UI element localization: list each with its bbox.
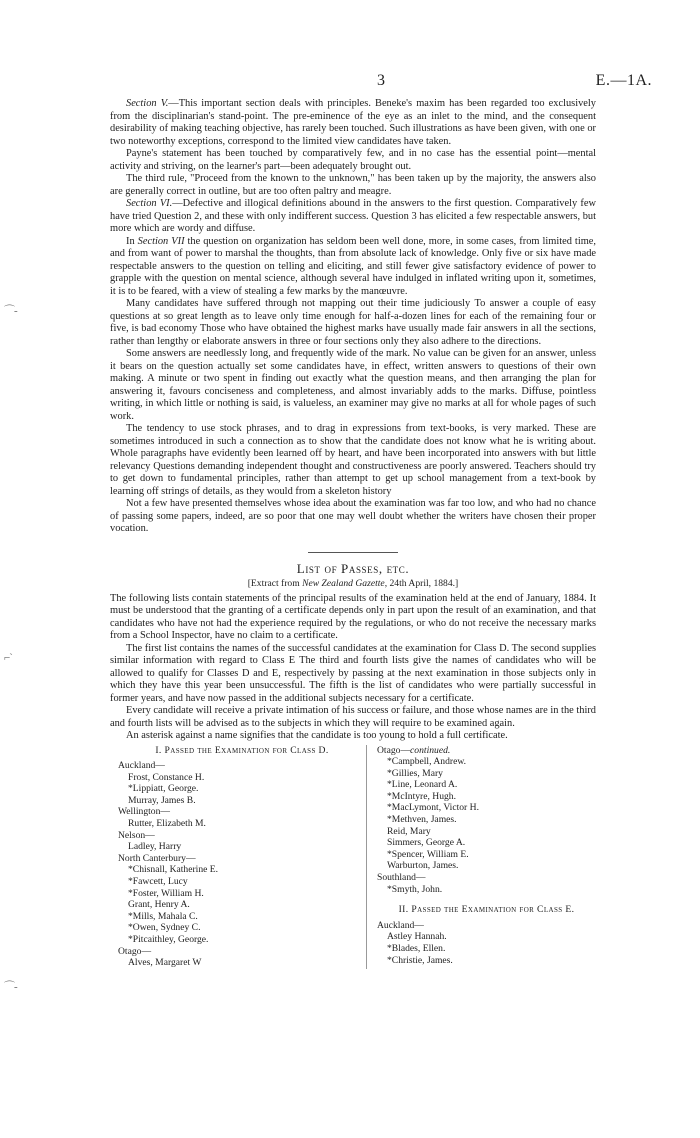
pass-list-columns bbox=[110, 745, 596, 969]
region-heading: North Canterbury— bbox=[118, 852, 196, 864]
class-d-list bbox=[118, 760, 366, 969]
margin-mark: ⌒- bbox=[4, 981, 17, 993]
section-lead: Section VII bbox=[137, 235, 185, 247]
class-e-heading: II. Passed the Examination for Class E. bbox=[398, 904, 575, 916]
list-item: Reid, Mary bbox=[387, 825, 431, 837]
region-heading: Nelson— bbox=[118, 829, 155, 841]
otago-continued-list bbox=[377, 756, 596, 872]
paragraph: The first list contains the names of the successful candidates at the examination for Class D. The second supplies similar information with regard to Class E The third and fourth lists give the names of candidates who will be allowed to qualify for Classes D and E, respectively by passing at the next examination in those subjects only in which they have this year been unsuccessful. The fifth is the list of candidates who were partially successful in former years, and have now passed in the additional subjects necessary for a certificate. bbox=[110, 642, 596, 704]
region-heading: Auckland— bbox=[377, 919, 424, 931]
page-number: 3 bbox=[377, 72, 385, 89]
list-item: *Lippiatt, George. bbox=[128, 783, 199, 795]
paragraph: The third rule, "Proceed from the known to the unknown," has been taken up by the majority, the answers also are generally correct in outline, but are too often paltry and meagre. bbox=[110, 173, 596, 197]
list-item: Rutter, Elizabeth M. bbox=[128, 818, 206, 830]
list-item: Simmers, George A. bbox=[387, 837, 466, 849]
margin-mark: ⌐` bbox=[4, 652, 12, 664]
paragraph: Some answers are needlessly long, and frequently wide of the mark. No value can be given for an answer, unless it bears on the question actually set some candidates have, in effect, written answers to questions of their own making. A minute or two spent in finding out exactly what the question means, and then arranging the plan for answering it, favours conciseness and completeness, and almost invariably adds to the marks. Diffuse, pointless writing, in which little or nothing is said, is valueless, an examiner may give no marks at all for whole pages of such work. bbox=[110, 348, 596, 422]
class-e-list bbox=[377, 920, 596, 966]
list-item: *Owen, Sydney C. bbox=[128, 922, 201, 934]
page-header bbox=[110, 72, 652, 92]
region-heading: Southland— bbox=[377, 872, 426, 884]
list-item: *Chisnall, Katherine E. bbox=[128, 864, 219, 876]
list-item: Frost, Constance H. bbox=[128, 771, 205, 783]
paragraph: Section VI.—Defective and illogical definitions abound in the answers to the first question. Comparatively few have tried Question 2, and these with only indifferent success. Question 3 has elicited a few respectable answers, but more which are wordy and diffuse. bbox=[110, 198, 596, 234]
paragraph: Many candidates have suffered through not mapping out their time judiciously To answer a couple of easy questions at so great length as to leave only time enough for half-a-dozen lines for each of the remaining four or five, is bad economy Those who have obtained the highest marks have usually made fair answers in all the sections, rather than lengthy or elaborate answers in three or four sections only they also adhere to the directions. bbox=[110, 298, 596, 347]
margin-mark: ⌒- bbox=[4, 305, 17, 317]
class-d-heading: I. Passed the Examination for Class D. bbox=[155, 744, 329, 756]
list-title: List of Passes, etc. bbox=[296, 560, 410, 576]
list-item: *Mills, Mahala C. bbox=[128, 910, 198, 922]
paragraph: Not a few have presented themselves whose idea about the examination was far too low, and who had no chance of passing some papers, indeed, are so poor that one may well doubt whether the writers have chosen their proper vocation. bbox=[110, 498, 596, 534]
list-item: *McIntyre, Hugh. bbox=[387, 790, 457, 802]
region-heading: Wellington— bbox=[118, 806, 170, 818]
paragraph: Every candidate will receive a private intimation of his success or failure, and those whose names are in the third and fourth lists will be advised as to the subjects in which they will require to be examined again. bbox=[110, 705, 596, 729]
list-item: Warburton, James. bbox=[387, 860, 459, 872]
section-lead: Section VI. bbox=[126, 198, 173, 209]
extract-note: [Extract from New Zealand Gazette, 24th April, 1884.] bbox=[247, 578, 459, 589]
list-item: *Methven, James. bbox=[387, 814, 457, 826]
paragraph: Payne's statement has been touched by comparatively few, and in no case has the essential point—mental activity and striving, on the learner's part—been adequately brought out. bbox=[110, 148, 596, 172]
list-item: Alves, Margaret W bbox=[128, 957, 202, 969]
list-item: *Spencer, William E. bbox=[387, 848, 469, 860]
list-item: *MacLymont, Victor H. bbox=[387, 802, 479, 814]
divider-rule bbox=[308, 552, 398, 553]
document-reference: E.—1A. bbox=[595, 72, 652, 89]
paragraph: An asterisk against a name signifies that the candidate is too young to hold a full certificate. bbox=[126, 730, 508, 741]
class-d-list-continued bbox=[377, 872, 596, 895]
list-item: *Pitcaithley, George. bbox=[128, 934, 209, 945]
list-item: *Smyth, John. bbox=[387, 883, 443, 895]
list-introduction bbox=[110, 593, 596, 743]
document-body bbox=[110, 98, 596, 969]
list-item: *Line, Leonard A. bbox=[387, 779, 458, 791]
list-item: Ladley, Harry bbox=[128, 841, 182, 853]
list-item: *Fawcett, Lucy bbox=[128, 876, 188, 888]
right-column bbox=[366, 745, 596, 969]
report-sections bbox=[110, 98, 596, 536]
left-column bbox=[110, 745, 366, 969]
list-item: *Gillies, Mary bbox=[387, 767, 443, 779]
list-item: Murray, James B. bbox=[128, 794, 196, 806]
region-heading: Auckland— bbox=[118, 760, 165, 772]
paragraph: The following lists contain statements of the principal results of the examination held at the end of January, 1884. It must be understood that the granting of a certificate depends only in part upon the result of an examination, and that candidates who have not had the experience required by the regulations, or who do not receive the necessary marks from a School Inspector, have no claim to a certificate. bbox=[110, 592, 596, 641]
list-item: *Foster, William H. bbox=[128, 887, 204, 899]
region-heading: Otago—continued. bbox=[377, 744, 451, 756]
paragraph: In Section VII the question on organization has seldom been well done, more, in some cases, from limited time, and from want of power to marshal the thoughts, than from absolute lack of knowledge. Only five or six have made respectable answers to the question on telling and eliciting, and still fewer give satisfactory evidence of power to grapple with the question on mental science, although several have indulged in inflated writing upon it, sometimes, it is to be feared, with a view of stealing a few marks by the manœuvre. bbox=[110, 235, 596, 297]
list-item: *Campbell, Andrew. bbox=[387, 756, 467, 768]
list-item: *Blades, Ellen. bbox=[387, 943, 446, 954]
paragraph: Section V.—This important section deals with principles. Beneke's maxim has been regarded too exclusively from the disciplinarian's stand-point. The pre-eminence of the eye as an inlet to the mind, and the consequent desirability of making teaching objective, has rarely been touched. Such illustrations as have been given, with one or two noteworthy exceptions, correspond to the limited view candidates have taken. bbox=[110, 98, 596, 147]
region-heading: Otago— bbox=[118, 945, 152, 957]
section-lead: Section V. bbox=[126, 98, 169, 109]
list-item: Astley Hannah. bbox=[387, 931, 447, 943]
list-item: *Christie, James. bbox=[387, 954, 453, 966]
list-item: Grant, Henry A. bbox=[128, 899, 190, 911]
paragraph: The tendency to use stock phrases, and to drag in expressions from text-books, is very marked. These are sometimes introduced in such a connection as to show that the candidate does not know what he is writing about. Whole paragraphs have evidently been learned off by heart, and have been incorporated into answers with but little relevancy Questions demanding independent thought and constructiveness are poorly answered. Teachers should try to get down to fundamental principles, rather than attempt to get up school management from a text-book by learning off strings of details, as they would from a skeleton history bbox=[110, 423, 596, 497]
